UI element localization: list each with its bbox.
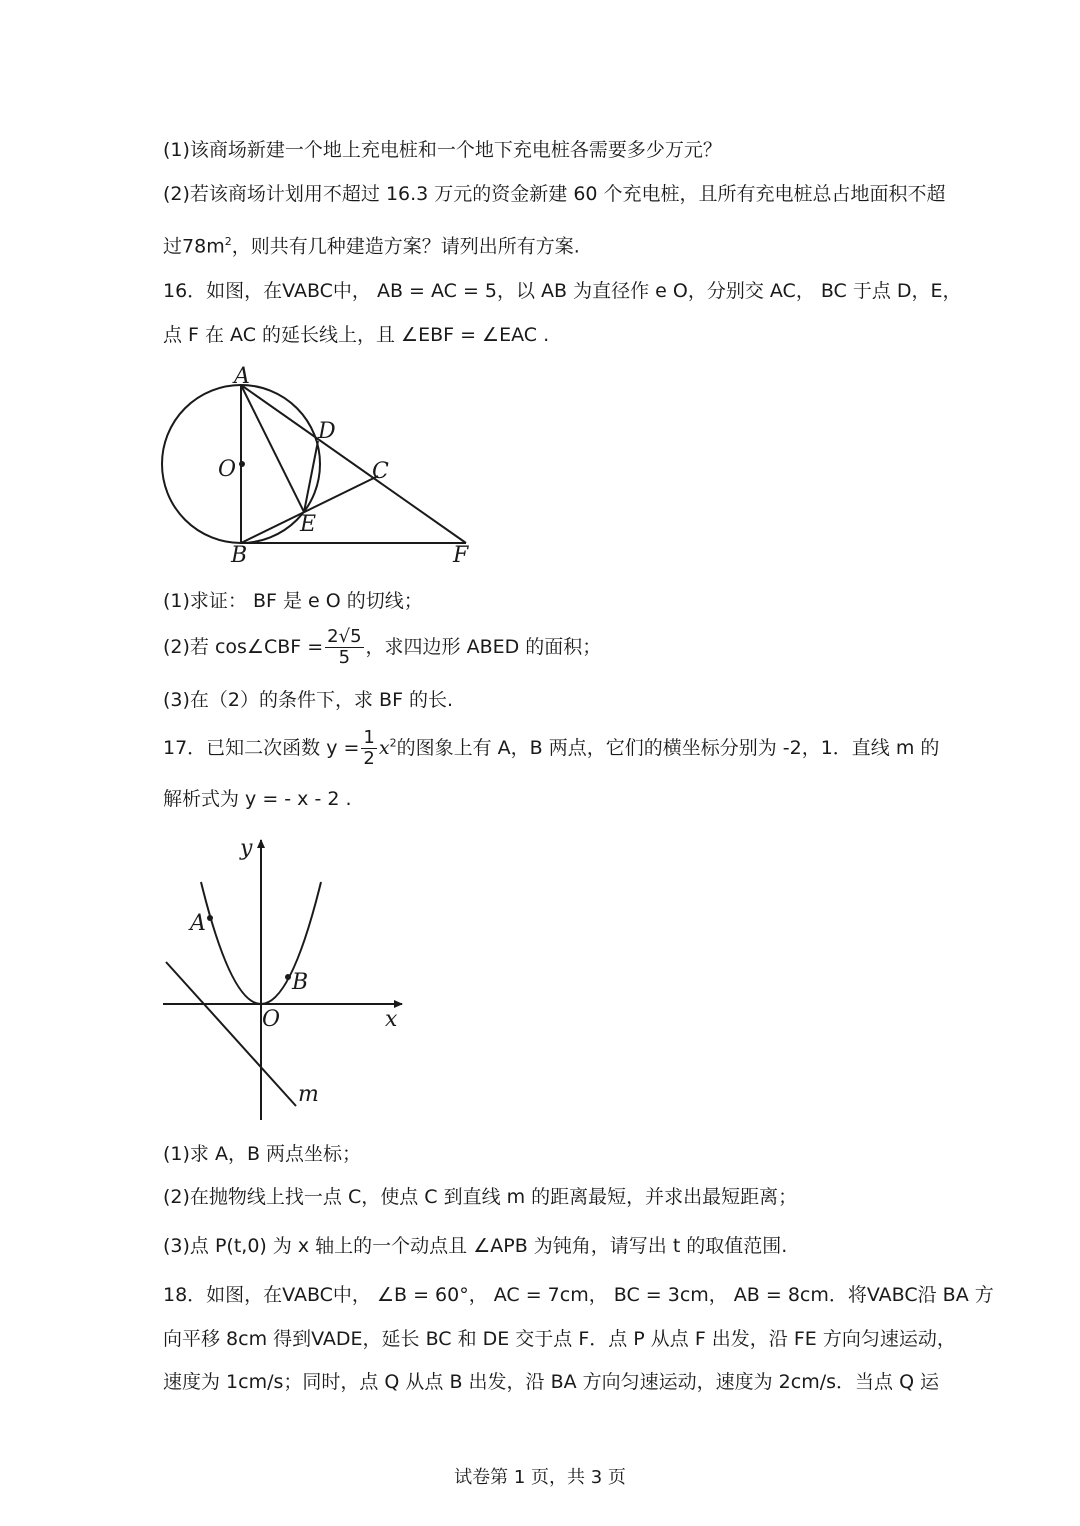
- q15-part2-cont: [163, 229, 580, 259]
- q15-text-b: ，则共有几种建造方案？请列出所有方案.: [231, 235, 580, 258]
- q17-line-m: [166, 962, 296, 1106]
- q17-part1: (1)求 A，B 两点坐标；: [163, 1143, 362, 1165]
- q16-label-f: F: [453, 543, 469, 568]
- q16-center-dot: [239, 461, 245, 467]
- q17-part2: (2)在抛物线上找一点 C，使点 C 到直线 m 的距离最短，并求出最短距离；: [163, 1186, 798, 1208]
- q17-part3: (3)点 P(t,0) 为 x 轴上的一个动点且 ∠APB 为钝角，请写出 t 的取值范围.: [163, 1235, 788, 1257]
- q17-stem-1c: 的图象上有 A，B 两点，它们的横坐标分别为 -2，1．直线 m 的: [396, 737, 940, 759]
- q17-fraction: [361, 728, 376, 769]
- q18-line-3: 速度为 1cm/s；同时，点 Q 从点 B 出发，沿 BA 方向匀速运动，速度为 2cm/s．当点 Q 运: [163, 1371, 940, 1393]
- q16-figure: [150, 360, 490, 580]
- q16-part2: [163, 627, 601, 668]
- q15-part1: (1)该商场新建一个地上充电桩和一个地下充电桩各需要多少万元？: [163, 139, 722, 161]
- q16-label-b: B: [231, 543, 248, 568]
- q16-label-d: D: [318, 419, 336, 444]
- q16-fraction-numerator: 2√5: [327, 626, 362, 647]
- q17-point-b: [285, 974, 291, 980]
- q17-stem-2: 解析式为 y = - x - 2 .: [163, 788, 352, 810]
- q17-label-b: B: [292, 970, 309, 995]
- q16-fraction: [325, 627, 363, 668]
- q16-part2-a: (2)若 cos∠CBF =: [163, 636, 324, 658]
- q16-stem-1: 16．如图，在VABC中， AB = AC = 5，以 AB 为直径作 e O，分别交 AC， BC 于点 D，E，: [163, 280, 962, 302]
- q18-line-2: 向平移 8cm 得到VADE，延长 BC 和 DE 交于点 F．点 P 从点 F 出发，沿 FE 方向匀速运动，: [163, 1328, 956, 1350]
- q18-line-1: 18．如图，在VABC中， ∠B = 60°， AC = 7cm， BC = 3cm， AB = 8cm．将VABC沿 BA 方: [163, 1284, 994, 1306]
- q16-part1: (1)求证： BF 是 e O 的切线；: [163, 590, 423, 612]
- q17-stem-1: [163, 728, 939, 769]
- q15-area: 78m: [182, 235, 225, 258]
- q17-label-m: m: [298, 1082, 319, 1107]
- q16-label-e: E: [300, 512, 317, 537]
- q15-part2: (2)若该商场计划用不超过 16.3 万元的资金新建 60 个充电桩，且所有充电桩总占地面积不超: [163, 183, 946, 205]
- q15-area-exponent: 2: [224, 235, 232, 248]
- q17-stem-1a: 17．已知二次函数 y =: [163, 737, 360, 759]
- q16-segment-ae: [241, 385, 304, 512]
- page-footer: 试卷第 1 页，共 3 页: [454, 1467, 626, 1488]
- q16-segment-af: [241, 385, 466, 543]
- q17-figure: [150, 830, 410, 1125]
- q17-label-x: x: [385, 1007, 398, 1032]
- q17-fraction-denominator: 2: [363, 748, 375, 769]
- q16-fraction-denominator: 5: [338, 647, 351, 668]
- q16-label-a: A: [234, 364, 250, 389]
- q15-text-a: 过: [163, 235, 183, 258]
- q17-variable-x: x: [378, 737, 390, 759]
- q17-label-a: A: [190, 911, 206, 936]
- q16-part3: (3)在（2）的条件下，求 BF 的长.: [163, 689, 454, 711]
- q17-label-y: y: [240, 836, 253, 861]
- q17-label-o: O: [262, 1007, 281, 1032]
- q16-label-c: C: [372, 459, 389, 484]
- q17-exponent: 2: [389, 736, 397, 750]
- q16-stem-2: 点 F 在 AC 的延长线上，且 ∠EBF = ∠EAC .: [163, 324, 550, 346]
- q16-label-o: O: [218, 457, 237, 482]
- q17-fraction-numerator: 1: [363, 727, 375, 748]
- q16-part2-b: ，求四边形 ABED 的面积；: [365, 636, 602, 658]
- q17-point-a: [207, 915, 213, 921]
